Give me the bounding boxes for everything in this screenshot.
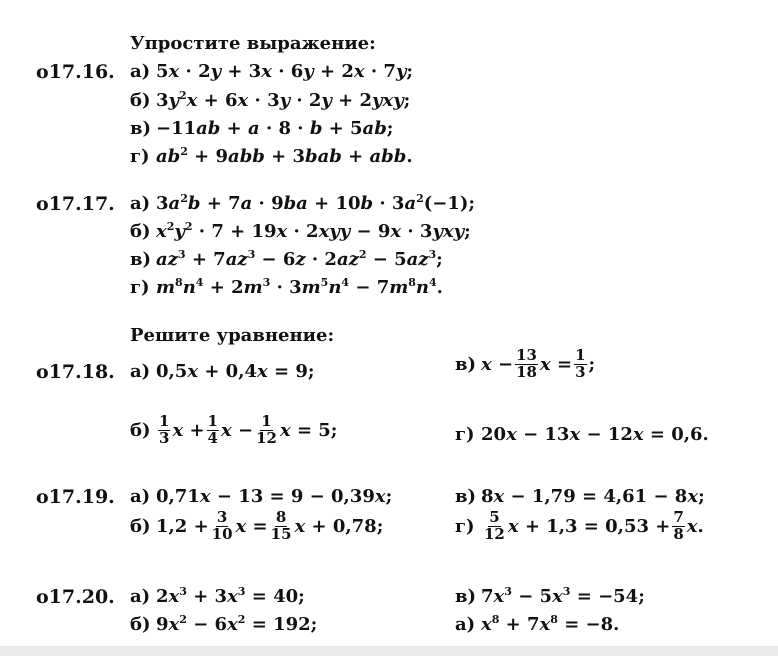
exercise-17-16-v: в) −11ab + a · 8 · b + 5ab; xyxy=(130,118,394,139)
exercise-17-20-a: а) $2x^3 + 3x^3 = 40$; xyxy=(130,585,305,607)
exercise-17-19-b: б) 1,2 + $\frac{3}{10}$ x = $\frac{8}{15}$ x + 0,78; xyxy=(130,508,384,543)
exercise-17-18-b: б) $\frac{1}{3}$ x + $\frac{1}{4}$ x − $\frac{1}{12}$ x = 5; xyxy=(130,412,338,447)
page-bottom-divider xyxy=(0,646,778,656)
item-label: в) xyxy=(130,118,152,139)
item-label: г) xyxy=(455,515,475,537)
item-label: в) xyxy=(455,353,477,375)
item-label: г) xyxy=(130,146,150,167)
item-label: в) xyxy=(130,249,152,270)
exercise-17-17-b: б) $x^2y^2 \cdot 7 + 19x \cdot 2xyy - 9x \cdot 3yxy$; xyxy=(130,220,471,242)
item-label: а) xyxy=(455,614,476,635)
problem-number-17-18: o17.18. xyxy=(36,361,115,383)
item-label: а) xyxy=(130,486,151,507)
exercise-17-17-g: г) $m^8n^4 + 2m^3 \cdot 3m^5n^4 - 7m^8n^4$. xyxy=(130,276,443,298)
section-heading-simplify: Упростите выражение: xyxy=(130,33,376,54)
exercise-17-20-v: в) $7x^3 - 5x^3 = -54$; xyxy=(455,585,645,607)
exercise-17-18-a: а) 0,5x + 0,4x = 9; xyxy=(130,361,315,382)
problem-number-17-19: o17.19. xyxy=(36,486,115,508)
item-label: а) xyxy=(130,586,151,607)
item-label: в) xyxy=(455,486,477,507)
exercise-17-16-g: г) $ab^2 + 9abb + 3bab$ + abb. xyxy=(130,145,413,167)
exercise-17-19-g: г) $\frac{5}{12}$ x + 1,3 = 0,53 + $\frac{7}{8}$ x . xyxy=(455,508,704,543)
exercise-17-18-g: г) 20x − 13x − 12x = 0,6. xyxy=(455,424,709,445)
exercise-17-18-v: в) x − $\frac{13}{18}$ x = $\frac{1}{3}$ ; xyxy=(455,346,596,381)
item-label: г) xyxy=(455,424,475,445)
item-label: а) xyxy=(130,61,151,82)
problem-number-17-16: o17.16. xyxy=(36,61,115,83)
exercise-17-19-v: в) 8x − 1,79 = 4,61 − 8x; xyxy=(455,486,705,507)
item-label: б) xyxy=(130,221,151,242)
item-label: в) xyxy=(455,586,477,607)
item-label: г) xyxy=(130,277,150,298)
item-label: б) xyxy=(130,515,151,537)
item-label: а) xyxy=(130,361,151,382)
item-label: б) xyxy=(130,419,151,441)
exercise-17-17-a: а) $3a^2b + 7a \cdot 9ba + 10b \cdot 3a^2(-1)$; xyxy=(130,192,476,214)
exercise-17-20-b: б) $9x^2 - 6x^2 = 192$; xyxy=(130,613,318,635)
item-label: б) xyxy=(130,614,151,635)
exercise-17-20-g: а) $x^8 + 7x^8 = -8$. xyxy=(455,613,620,635)
item-label: а) xyxy=(130,193,151,214)
item-label: б) xyxy=(130,90,151,111)
section-heading-solve: Решите уравнение: xyxy=(130,325,335,346)
exercise-17-19-a: а) 0,71x − 13 = 9 − 0,39x; xyxy=(130,486,393,507)
exercise-17-16-b: б) $3y^2x + 6x \cdot 3y \cdot 2y + 2yxy$; xyxy=(130,89,411,111)
exercise-17-16-a: а) 5x · 2y + 3x · 6y + 2x · 7y; xyxy=(130,61,414,82)
problem-number-17-17: o17.17. xyxy=(36,193,115,215)
problem-number-17-20: o17.20. xyxy=(36,586,115,608)
exercise-17-17-v: в) $az^3 + 7az^3 - 6z \cdot 2az^2 - 5az^3$; xyxy=(130,248,443,270)
